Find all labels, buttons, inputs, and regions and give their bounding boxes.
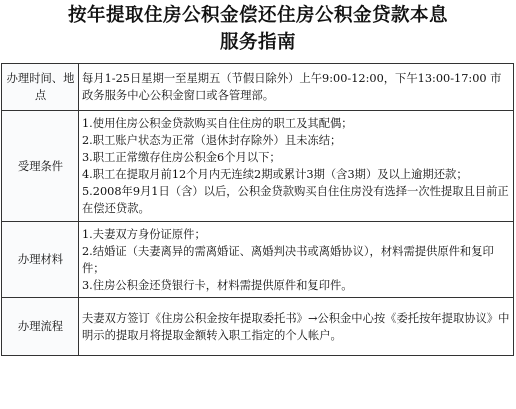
condition-item-3: 3.职工正常缴存住房公积金6个月以下； <box>82 151 281 164</box>
condition-item-5: 5.2008年9月1日（含）以后，公积金贷款购买自住住房没有选择一次性提取且目前正在偿还贷款。 <box>82 185 509 215</box>
table-row-office-hours <box>2 64 514 111</box>
process-text: 夫妻双方签订《住房公积金按年提取委托书》→公积金中心按《委托按年提取协议》中明示的提取月将提取金额转入职工指定的个人帐户。 <box>79 298 514 356</box>
office-hours-text: 每月1-25日星期一至星期五（节假日除外）上午9:00-12:00，下午13:00-17:00 市政务服务中心公积金窗口或各管理部。 <box>79 64 514 111</box>
material-item-1: 1.夫妻双方身份证原件； <box>82 227 206 241</box>
materials-label: 办理材料 <box>2 222 79 298</box>
title-line-1: 按年提取住房公积金偿还住房公积金贷款本息 <box>67 5 448 26</box>
guide-table <box>1 63 514 356</box>
condition-item-4: 4.职工在提取月前12个月内无连续2期或累计3期（含3期）及以上逾期还款； <box>82 168 468 181</box>
title-line-2: 服务指南 <box>219 32 296 53</box>
process-label: 办理流程 <box>2 298 79 356</box>
office-hours-label: 办理时间、地点 <box>2 64 79 111</box>
material-item-2: 2.结婚证（夫妻离异的需离婚证、离婚判决书或离婚协议），材料需提供原件和复印件； <box>82 244 494 275</box>
conditions-list <box>79 111 514 222</box>
conditions-label: 受理条件 <box>2 111 79 222</box>
material-item-3: 3.住房公积金还贷银行卡，材料需提供原件和复印件。 <box>82 278 353 292</box>
materials-list <box>79 222 514 298</box>
condition-item-2: 2.职工账户状态为正常（退休封存除外）且未冻结； <box>82 134 342 147</box>
table-row-conditions <box>2 111 514 222</box>
table-row-process <box>2 298 514 356</box>
condition-item-1: 1.使用住房公积金贷款购买自住住房的职工及其配偶； <box>82 117 353 130</box>
table-row-materials <box>2 222 514 298</box>
page-title <box>0 0 516 56</box>
